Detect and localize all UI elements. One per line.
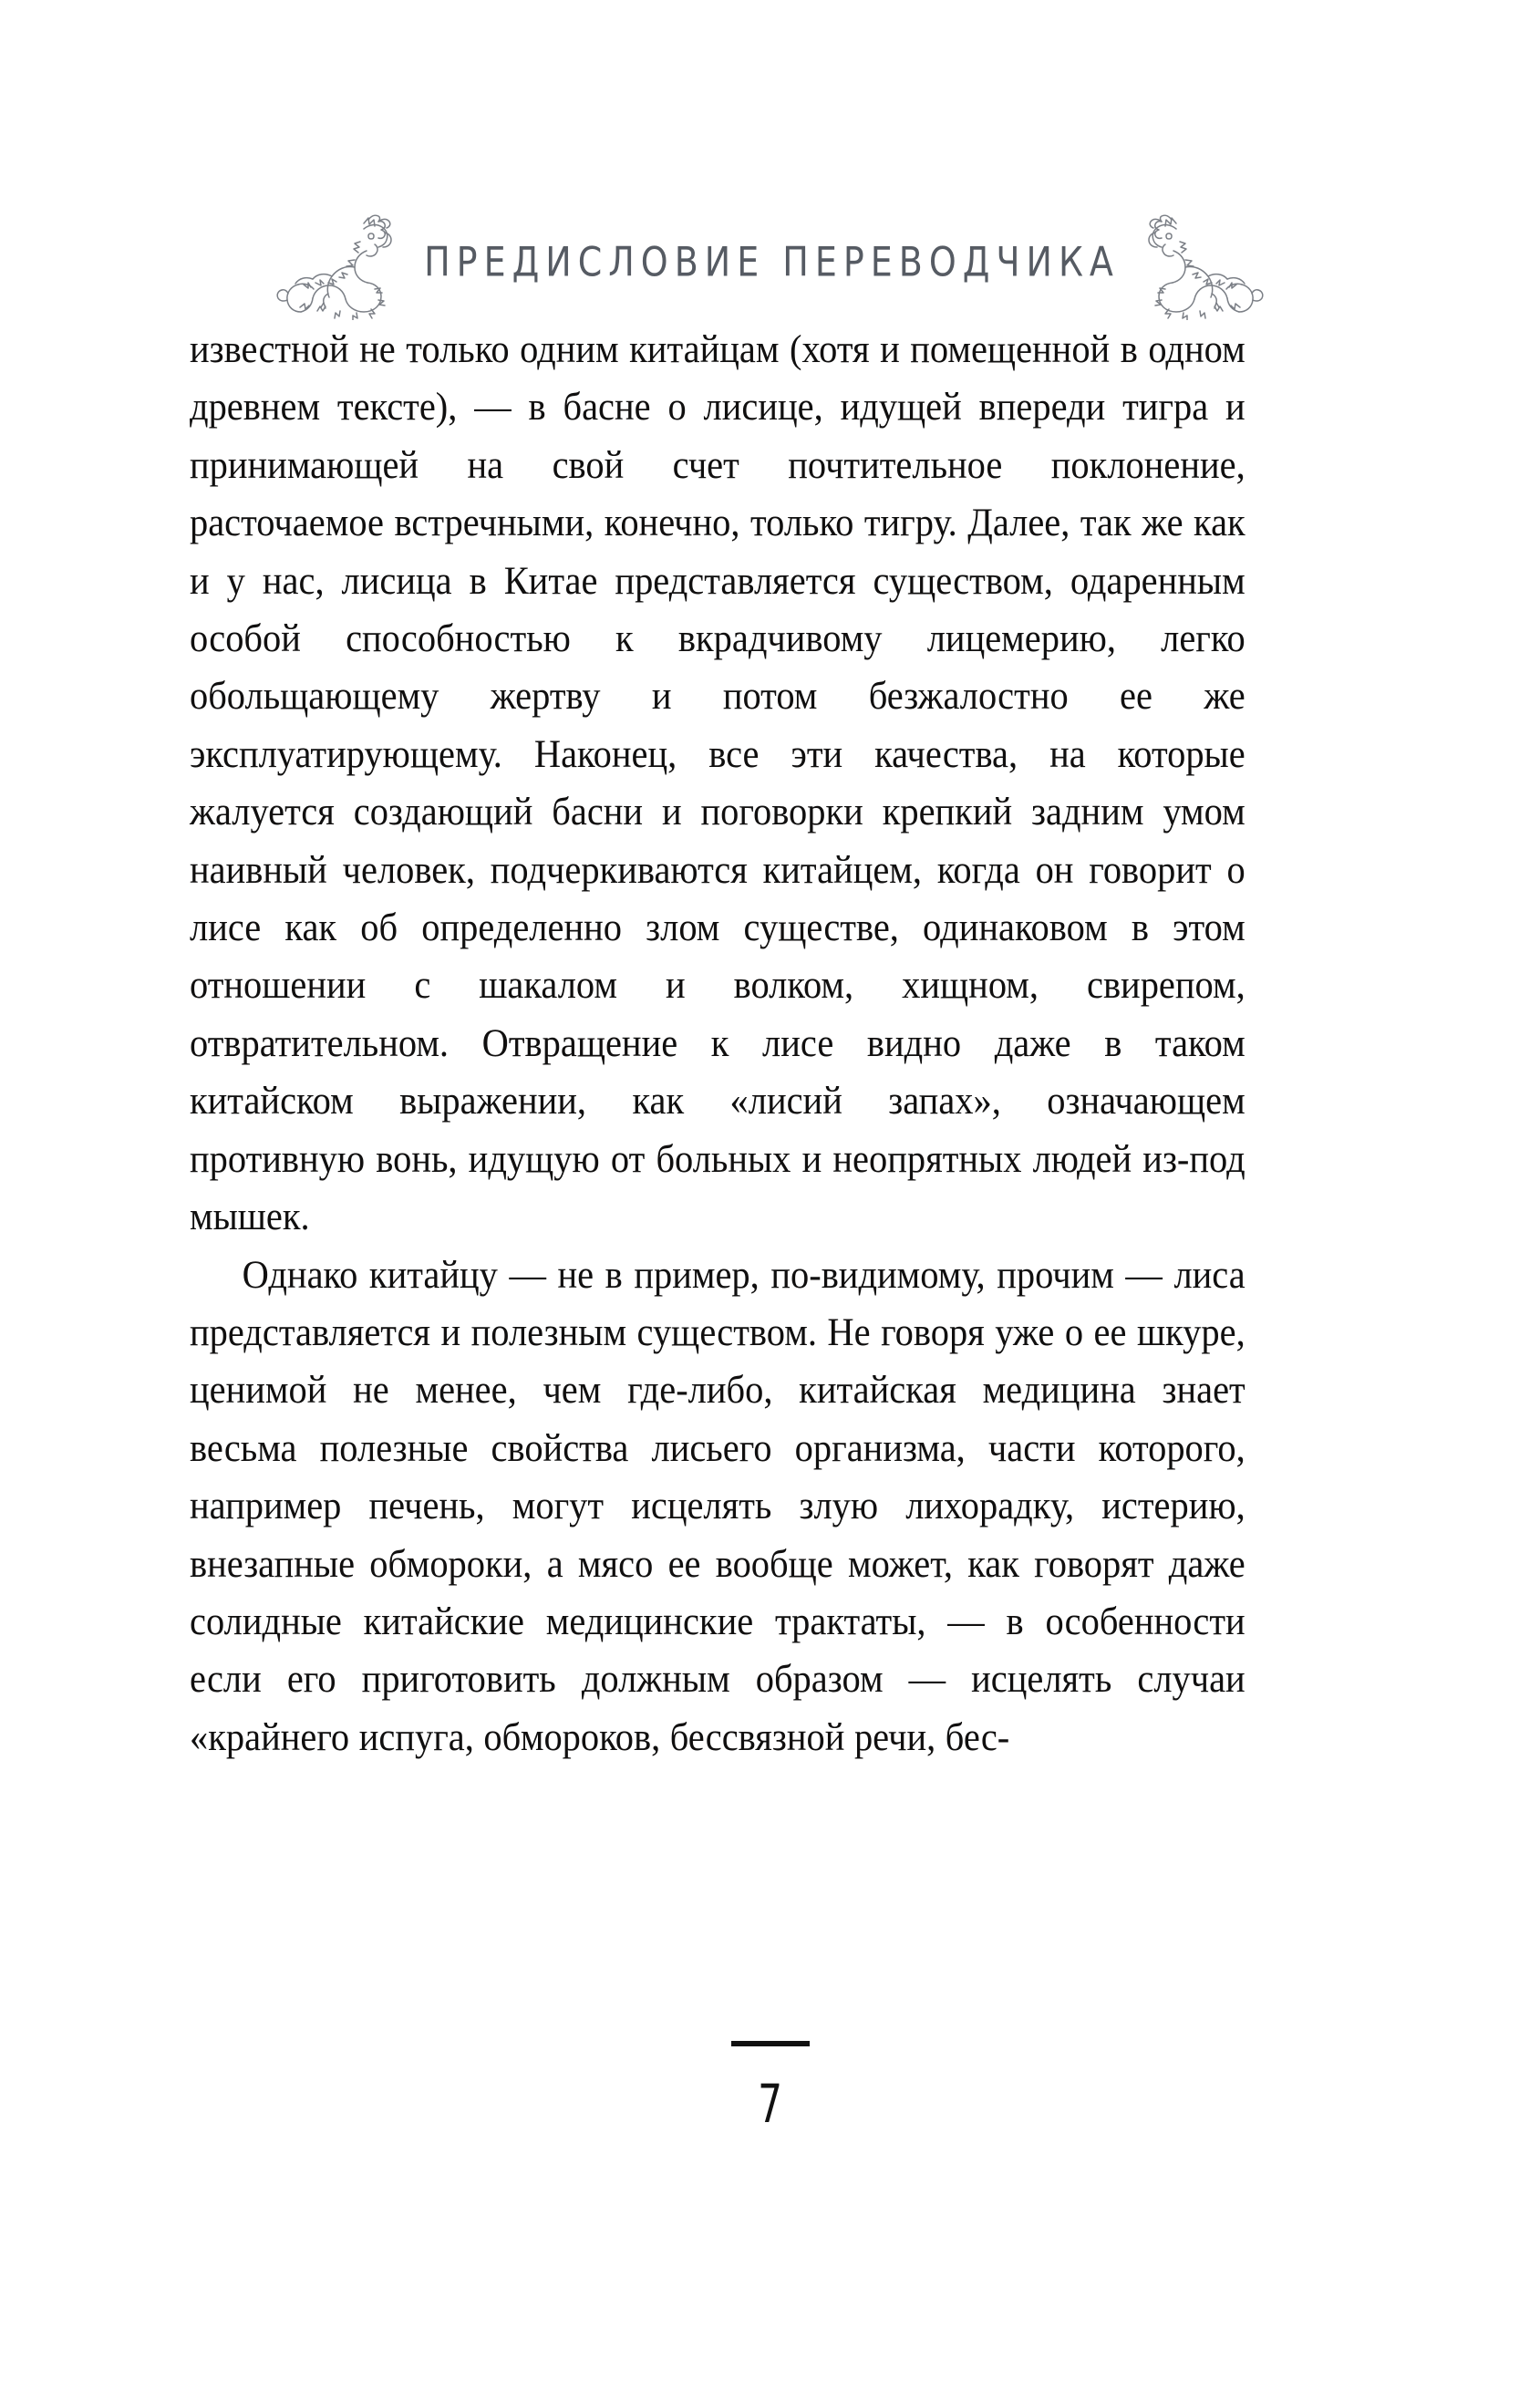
running-head [0,193,1540,330]
folio-rule [731,2041,810,2046]
body-text [190,321,1245,1766]
page-title: ПРЕДИСЛОВИЕ ПЕРЕВОДЧИКА [424,238,1120,285]
page-footer [0,2041,1540,2135]
dragon-ornament-icon [276,203,397,320]
paragraph: Однако китайцу — не в пример, по-видимому, прочим — лиса представляется и полезным существом. Не говоря уже о ее шкуре, ценимой не менее, чем где-либо, китайская медицина знает весьма полезные свойства лисьего организма, части которого, например печень, могут исцелять злую лихорадку, истерию, внезапные обмороки, а мясо ее вообще может, как говорят даже солидные китайские медицинские трактаты, — в особенности если его приготовить должным образом — исцелять случаи «крайнего испуга, обмороков, бессвязной речи, бес- [190,1252,1245,1759]
dragon-ornament-icon [1143,203,1264,320]
page-number: 7 [758,2073,782,2135]
paragraph: известной не только одним китайцам (хотя и помещенной в одном древнем тексте), — в басне о лисице, идущей впереди тигра и принимающей на свой счет почтительное поклонение, расточаемое встречными, конечно, только тигру. Далее, так же как и у нас, лисица в Китае представляется существом, одаренным особой способностью к вкрадчивому лицемерию, легко обольщающему жертву и потом безжалостно ее же эксплуатирующему. Наконец, все эти качества, на которые жалуется создающий басни и поговорки крепкий задним умом наивный человек, подчеркиваются китайцем, когда он говорит о лисе как об определенно злом существе, одинаковом в этом отношении с шакалом и волком, хищном, свирепом, отвратительном. Отвращение к лисе видно даже в таком китайском выражении, как «лисий запах», означающем противную вонь, идущую от больных и неопрятных людей из-под мышек. [190,327,1245,1239]
